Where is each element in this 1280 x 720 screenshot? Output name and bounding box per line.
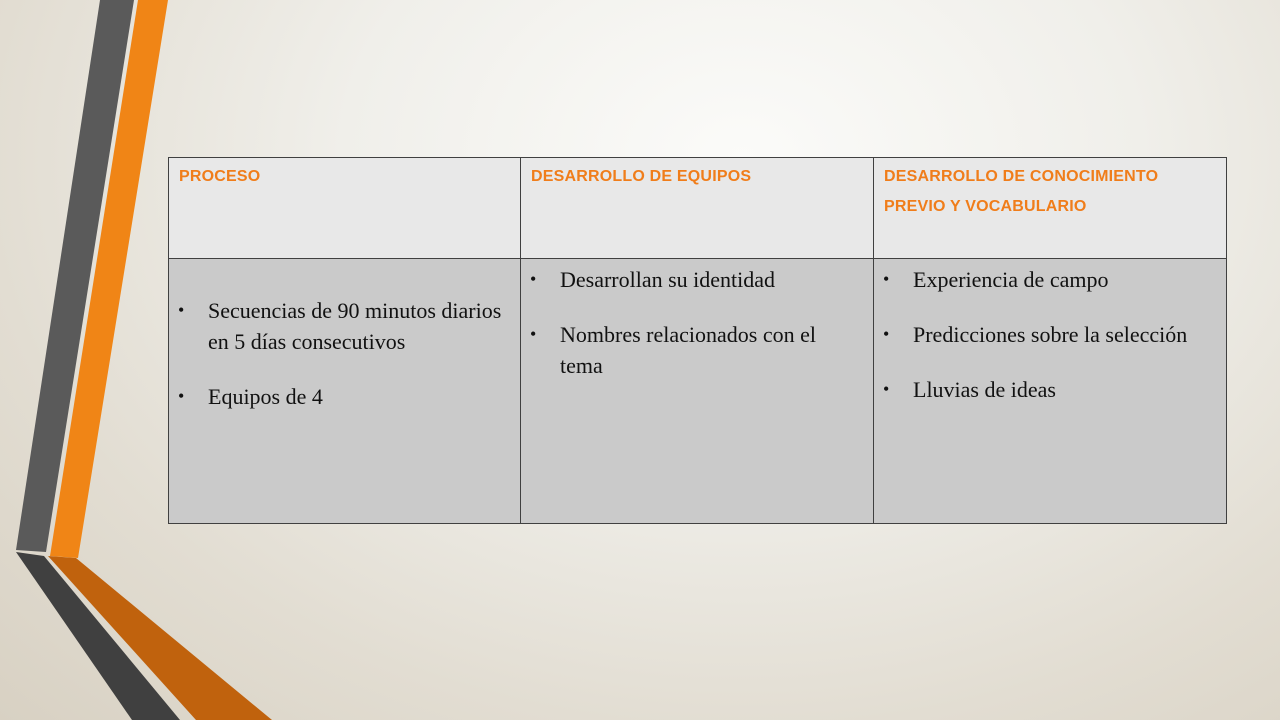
bullet-icon: • [178, 386, 185, 406]
header-proceso: PROCESO [169, 158, 521, 259]
list-item: • Nombres relacionados con el tema [521, 319, 859, 381]
bullet-icon: • [178, 300, 185, 320]
table-header-row [169, 158, 1227, 259]
bullet-icon: • [883, 379, 890, 399]
list-item: • Secuencias de 90 minutos diarios en 5 días consecutivos [169, 295, 506, 357]
header-desarrollo-equipos: DESARROLLO DE EQUIPOS [521, 158, 874, 259]
list-item: • Lluvias de ideas [874, 374, 1212, 405]
bullet-icon: • [883, 269, 890, 289]
bullet-icon: • [530, 324, 537, 344]
cell-proceso [169, 259, 521, 524]
table-body-row [169, 259, 1227, 524]
bullet-icon: • [530, 269, 537, 289]
bullet-list-equipos [521, 264, 859, 405]
bullet-icon: • [883, 324, 890, 344]
bullet-list-conocimiento [874, 264, 1212, 429]
list-item: • Equipos de 4 [169, 381, 506, 412]
comparison-table [168, 157, 1226, 519]
header-desarrollo-conocimiento: DESARROLLO DE CONOCIMIENTO PREVIO Y VOCABULARIO [874, 158, 1227, 259]
list-item: • Desarrollan su identidad [521, 264, 859, 295]
cell-desarrollo-conocimiento [874, 259, 1227, 524]
list-item: • Predicciones sobre la selección [874, 319, 1212, 350]
cell-desarrollo-equipos [521, 259, 874, 524]
bullet-list-proceso [169, 295, 506, 436]
list-item: • Experiencia de campo [874, 264, 1212, 295]
